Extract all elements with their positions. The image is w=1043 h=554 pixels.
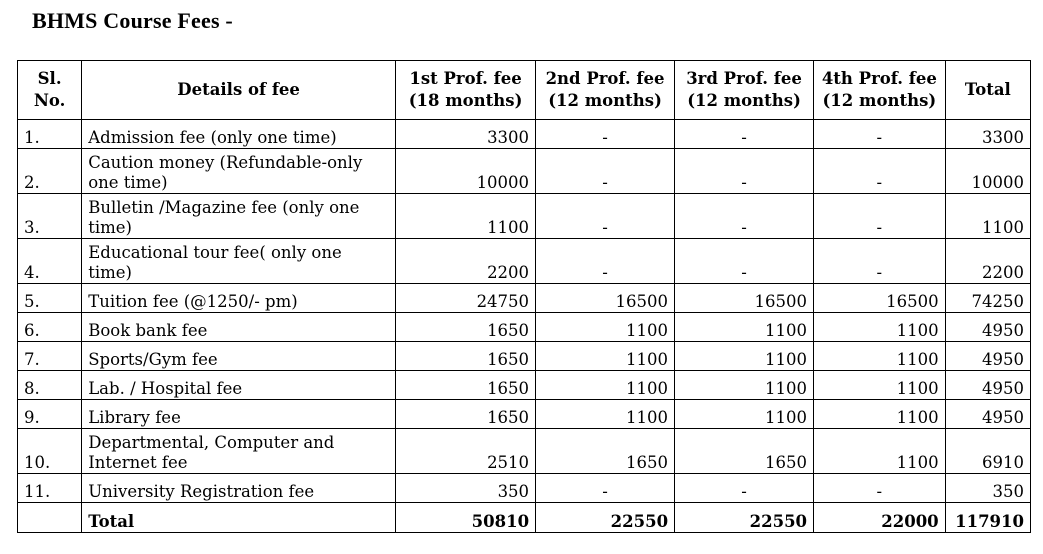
- row-sl-no: 4.: [18, 239, 82, 284]
- row-1st-prof-fee: 24750: [396, 284, 536, 313]
- row-fee-details: [82, 342, 396, 371]
- header-3rd-prof: 3rd Prof. fee (12 months): [675, 61, 814, 120]
- fee-details-line: Admission fee (only one time): [88, 128, 337, 147]
- row-4th-prof-fee: -: [814, 194, 946, 239]
- table-row: [18, 371, 1031, 400]
- header-4th-prof: 4th Prof. fee (12 months): [814, 61, 946, 120]
- table-row: [18, 400, 1031, 429]
- total-2nd-prof: 22550: [536, 503, 675, 533]
- row-fee-details: [82, 284, 396, 313]
- row-1st-prof-fee: 350: [396, 474, 536, 503]
- row-1st-prof-fee: 1100: [396, 194, 536, 239]
- table-row: [18, 429, 1031, 474]
- row-sl-no: 8.: [18, 371, 82, 400]
- table-row: [18, 149, 1031, 194]
- row-sl-no: 10.: [18, 429, 82, 474]
- row-2nd-prof-fee: 1100: [536, 313, 675, 342]
- table-row: [18, 342, 1031, 371]
- fee-details-line: University Registration fee: [88, 482, 315, 501]
- row-total-fee: 3300: [945, 120, 1030, 149]
- fee-details-line: Library fee: [88, 408, 181, 427]
- fee-details-line: Internet fee: [88, 453, 188, 472]
- row-sl-no: 5.: [18, 284, 82, 313]
- row-1st-prof-fee: 1650: [396, 400, 536, 429]
- row-4th-prof-fee: 16500: [814, 284, 946, 313]
- row-sl-no: 6.: [18, 313, 82, 342]
- fee-details-line: Tuition fee (@1250/- pm): [88, 292, 298, 311]
- total-label: Total: [82, 503, 396, 533]
- row-sl-no: 7.: [18, 342, 82, 371]
- row-2nd-prof-fee: 1100: [536, 400, 675, 429]
- table-row: [18, 120, 1031, 149]
- row-fee-details: [82, 429, 396, 474]
- page-title: BHMS Course Fees -: [32, 8, 233, 33]
- fee-details-line: Bulletin /Magazine fee (only one: [88, 198, 360, 217]
- row-2nd-prof-fee: 1650: [536, 429, 675, 474]
- row-4th-prof-fee: 1100: [814, 429, 946, 474]
- grand-total: 117910: [945, 503, 1030, 533]
- row-sl-no: 2.: [18, 149, 82, 194]
- row-1st-prof-fee: 1650: [396, 342, 536, 371]
- header-sl-no: Sl. No.: [18, 61, 82, 120]
- row-fee-details: [82, 149, 396, 194]
- row-3rd-prof-fee: 1650: [675, 429, 814, 474]
- fee-details-line: time): [88, 263, 132, 282]
- row-1st-prof-fee: 10000: [396, 149, 536, 194]
- row-total-fee: 350: [945, 474, 1030, 503]
- row-2nd-prof-fee: -: [536, 120, 675, 149]
- fee-table: [17, 60, 1031, 533]
- row-total-fee: 1100: [945, 194, 1030, 239]
- row-3rd-prof-fee: -: [675, 120, 814, 149]
- row-total-fee: 10000: [945, 149, 1030, 194]
- row-1st-prof-fee: 1650: [396, 313, 536, 342]
- row-4th-prof-fee: 1100: [814, 342, 946, 371]
- row-1st-prof-fee: 3300: [396, 120, 536, 149]
- row-2nd-prof-fee: 1100: [536, 371, 675, 400]
- row-1st-prof-fee: 2510: [396, 429, 536, 474]
- row-4th-prof-fee: -: [814, 120, 946, 149]
- row-sl-no: 11.: [18, 474, 82, 503]
- row-3rd-prof-fee: 1100: [675, 371, 814, 400]
- row-4th-prof-fee: -: [814, 239, 946, 284]
- fee-details-line: Departmental, Computer and: [88, 433, 335, 452]
- row-fee-details: [82, 239, 396, 284]
- row-2nd-prof-fee: 1100: [536, 342, 675, 371]
- row-2nd-prof-fee: -: [536, 239, 675, 284]
- row-4th-prof-fee: -: [814, 149, 946, 194]
- row-3rd-prof-fee: 1100: [675, 400, 814, 429]
- row-sl-no: 9.: [18, 400, 82, 429]
- total-3rd-prof: 22550: [675, 503, 814, 533]
- row-total-fee: 4950: [945, 371, 1030, 400]
- row-fee-details: [82, 474, 396, 503]
- fee-table-body: [18, 120, 1031, 533]
- row-1st-prof-fee: 2200: [396, 239, 536, 284]
- header-1st-prof: 1st Prof. fee (18 months): [396, 61, 536, 120]
- row-3rd-prof-fee: 1100: [675, 342, 814, 371]
- row-total-fee: 2200: [945, 239, 1030, 284]
- fee-details-line: Educational tour fee( only one: [88, 243, 342, 262]
- row-total-fee: 74250: [945, 284, 1030, 313]
- table-row: [18, 313, 1031, 342]
- row-4th-prof-fee: 1100: [814, 313, 946, 342]
- fee-details-line: Lab. / Hospital fee: [88, 379, 243, 398]
- row-fee-details: [82, 371, 396, 400]
- row-3rd-prof-fee: -: [675, 149, 814, 194]
- total-sl: [18, 503, 82, 533]
- table-row: [18, 284, 1031, 313]
- fee-details-line: time): [88, 218, 132, 237]
- row-fee-details: [82, 400, 396, 429]
- fee-details-line: Caution money (Refundable-only: [88, 153, 363, 172]
- fee-details-line: Sports/Gym fee: [88, 350, 218, 369]
- total-row: [18, 503, 1031, 533]
- total-4th-prof: 22000: [814, 503, 946, 533]
- header-row: [18, 61, 1031, 120]
- row-3rd-prof-fee: -: [675, 239, 814, 284]
- row-fee-details: [82, 120, 396, 149]
- table-row: [18, 194, 1031, 239]
- row-total-fee: 6910: [945, 429, 1030, 474]
- row-4th-prof-fee: 1100: [814, 371, 946, 400]
- row-3rd-prof-fee: 16500: [675, 284, 814, 313]
- table-row: [18, 239, 1031, 284]
- row-2nd-prof-fee: 16500: [536, 284, 675, 313]
- row-1st-prof-fee: 1650: [396, 371, 536, 400]
- table-row: [18, 474, 1031, 503]
- header-total: Total: [945, 61, 1030, 120]
- row-fee-details: [82, 313, 396, 342]
- header-2nd-prof: 2nd Prof. fee (12 months): [536, 61, 675, 120]
- row-2nd-prof-fee: -: [536, 194, 675, 239]
- row-2nd-prof-fee: -: [536, 149, 675, 194]
- fee-details-line: Book bank fee: [88, 321, 208, 340]
- row-total-fee: 4950: [945, 400, 1030, 429]
- row-total-fee: 4950: [945, 342, 1030, 371]
- header-details: Details of fee: [82, 61, 396, 120]
- row-2nd-prof-fee: -: [536, 474, 675, 503]
- row-4th-prof-fee: -: [814, 474, 946, 503]
- row-3rd-prof-fee: -: [675, 194, 814, 239]
- row-total-fee: 4950: [945, 313, 1030, 342]
- row-3rd-prof-fee: 1100: [675, 313, 814, 342]
- row-3rd-prof-fee: -: [675, 474, 814, 503]
- fee-details-line: one time): [88, 173, 168, 192]
- row-4th-prof-fee: 1100: [814, 400, 946, 429]
- row-fee-details: [82, 194, 396, 239]
- total-1st-prof: 50810: [396, 503, 536, 533]
- row-sl-no: 1.: [18, 120, 82, 149]
- row-sl-no: 3.: [18, 194, 82, 239]
